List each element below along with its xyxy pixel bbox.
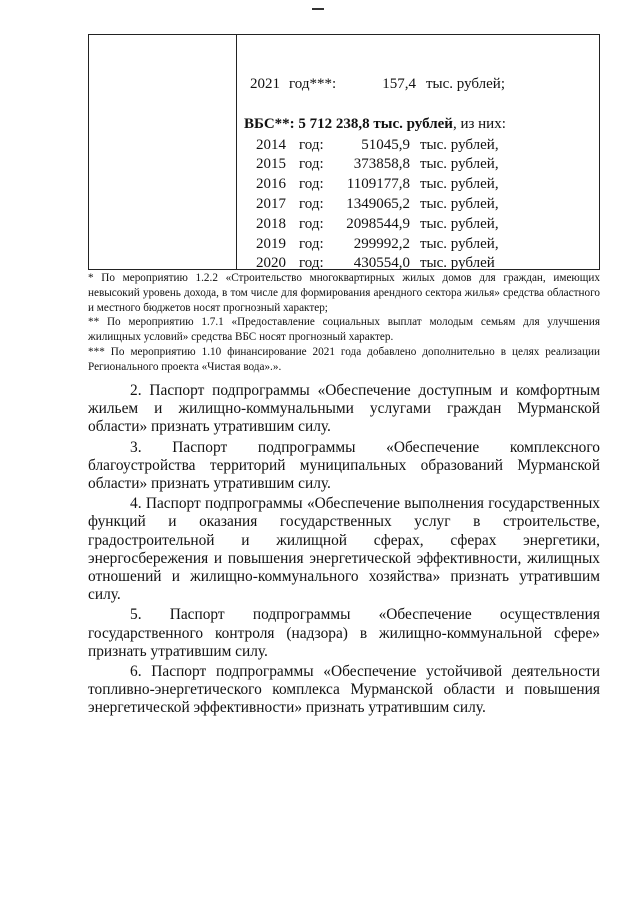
row-god: год:	[299, 156, 324, 172]
footnote: * По мероприятию 1.2.2 «Строительство многоквартирных жилых домов для граждан, имеющих невысокий уровень дохода, в том числе для формирования арендного сектора жилья» средства областного и местного бюджетов носят прогнозный характер;	[88, 272, 600, 314]
row-year: 2016	[256, 176, 286, 192]
row-value: 157,4	[382, 76, 416, 92]
vbs-total	[244, 116, 506, 133]
table-column-divider	[236, 34, 237, 270]
row-god: год:	[299, 196, 324, 212]
row-unit: тыс. рублей,	[420, 236, 499, 252]
row-unit: тыс. рублей,	[420, 137, 499, 153]
row-god: год***:	[289, 76, 337, 92]
row-unit: тыс. рублей,	[420, 176, 499, 192]
row-value: 1349065,2	[346, 196, 410, 212]
row-unit: тыс. рублей;	[426, 76, 505, 92]
vbs-total-amount: ВБС**: 5 712 238,8 тыс. рублей	[244, 116, 453, 132]
page-top-mark	[312, 8, 324, 10]
row-value: 2098544,9	[346, 216, 410, 232]
paragraph: 4. Паспорт подпрограммы «Обеспечение выполнения государственных функций и оказания государственных услуг в строительстве, градостроительной и жилищной сферах, сферах энергетики, энергосбережения и повышения энергетической эффективности, жилищных отношений и жилищно-коммунального хозяйства» признать утратившим силу.	[88, 495, 600, 604]
footnote: ** По мероприятию 1.7.1 «Предоставление социальных выплат молодым семьям для улучшения жилищных условий» средства ВБС носят прогнозный характер.	[88, 316, 600, 344]
row-value: 430554,0	[353, 255, 410, 271]
paragraph: 3. Паспорт подпрограммы «Обеспечение комплексного благоустройства территорий муниципальных образований Мурманской области» признать утратившим силу.	[88, 438, 600, 493]
row-unit: тыс. рублей,	[420, 196, 499, 212]
row-god: год:	[299, 137, 324, 153]
paragraph: 2. Паспорт подпрограммы «Обеспечение доступным и комфортным жильем и жилищно-коммунальными услугами граждан Мурманской области» признать утратившим силу.	[88, 382, 600, 436]
row-year: 2021	[250, 76, 280, 92]
row-year: 2015	[256, 156, 286, 172]
row-year: 2019	[256, 236, 286, 252]
paragraph: 5. Паспорт подпрограммы «Обеспечение осуществления государственного контроля (надзора) в жилищно-коммунальной сфере» признать утратившим силу.	[88, 606, 600, 660]
footnote: *** По мероприятию 1.10 финансирование 2021 года добавлено дополнительно в целях реализации Регионального проекта «Чистая вода».».	[88, 345, 600, 373]
row-unit: тыс. рублей,	[420, 216, 499, 232]
row-god: год:	[299, 176, 324, 192]
footnotes	[88, 271, 600, 375]
row-year: 2014	[256, 137, 286, 153]
row-unit: тыс. рублей,	[420, 156, 499, 172]
row-year: 2020	[256, 255, 286, 271]
row-god: год:	[299, 255, 324, 271]
row-year: 2018	[256, 216, 286, 232]
row-god: год:	[299, 236, 324, 252]
row-value: 1109177,8	[346, 176, 410, 192]
vbs-total-suffix: , из них:	[452, 116, 506, 132]
document-body	[88, 382, 600, 720]
row-value: 51045,9	[361, 137, 410, 153]
row-value: 373858,8	[353, 156, 410, 172]
row-unit: тыс. рублей	[420, 255, 495, 271]
paragraph: 6. Паспорт подпрограммы «Обеспечение устойчивой деятельности топливно-энергетического комплекса Мурманской области и повышения энергетической эффективности» признать утратившим силу.	[88, 663, 600, 717]
row-god: год:	[299, 216, 324, 232]
row-year: 2017	[256, 196, 286, 212]
row-value: 299992,2	[353, 236, 410, 252]
